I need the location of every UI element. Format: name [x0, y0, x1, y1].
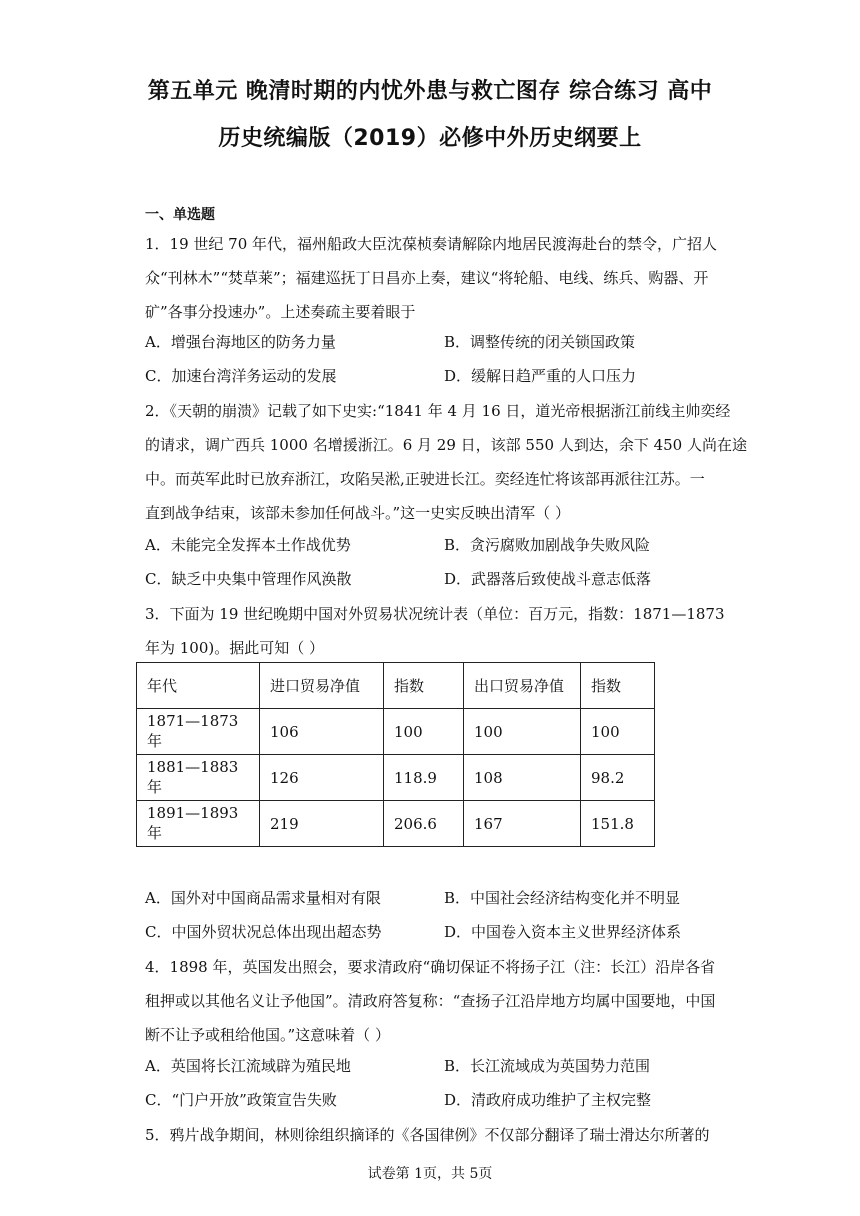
question-1-line-2: 众“刊林木”“焚草莱”；福建巡抚丁日昌亦上奏，建议“将轮船、电线、练兵、购器、开 [145, 269, 709, 287]
table-header-cell: 年代 [137, 663, 260, 709]
question-3-option-c: C．中国外贸状况总体出现出超态势 [145, 923, 382, 941]
question-2-line-2: 的请求，调广西兵 1000 名增援浙江。6 月 29 日，该部 550 人到达，余下 450 人尚在途 [145, 436, 747, 454]
question-2-option-a: A．未能完全发挥本土作战优势 [145, 536, 351, 554]
trade-table [136, 662, 655, 847]
table-cell: 206.6 [384, 801, 464, 847]
table-cell: 151.8 [581, 801, 655, 847]
question-1-option-b: B．调整传统的闭关锁国政策 [444, 333, 636, 351]
question-2-line-3: 中。而英军此时已放弃浙江，攻陷吴淞,正驶进长江。奕经连忙将该部再派往江苏。一 [145, 470, 705, 488]
table-header-cell: 进口贸易净值 [260, 663, 384, 709]
page-footer: 试卷第 1页，共 5页 [367, 1166, 493, 1182]
table-cell: 100 [384, 709, 464, 755]
table-header-cell: 出口贸易净值 [464, 663, 581, 709]
question-4-option-a: A．英国将长江流域辟为殖民地 [145, 1057, 351, 1075]
title-line-1: 第五单元 晚清时期的内忧外患与救亡图存 综合练习 高中 [147, 79, 713, 104]
table-row [137, 801, 655, 847]
title-line-2: 历史统编版（2019）必修中外历史纲要上 [218, 126, 642, 151]
question-2-line-1: 2．《天朝的崩溃》记载了如下史实:“1841 年 4 月 16 日，道光帝根据浙江前线主帅奕经 [145, 402, 731, 420]
question-4-option-c: C．“门户开放”政策宣告失败 [145, 1091, 337, 1109]
table-cell: 1871—1873 年 [137, 709, 260, 755]
question-1 [145, 227, 720, 329]
table-cell: 118.9 [384, 755, 464, 801]
question-5-line-1: 5．鸦片战争期间，林则徐组织摘译的《各国律例》不仅部分翻译了瑞士滑达尔所著的 [145, 1126, 710, 1144]
table-cell: 100 [581, 709, 655, 755]
question-2 [145, 394, 747, 530]
question-4-line-3: 断不让予或租给他国。”这意味着（ ） [145, 1026, 390, 1044]
table-header-row [137, 663, 655, 709]
question-3-option-a: A．国外对中国商品需求量相对有限 [145, 889, 381, 907]
question-3-option-b: B．中国社会经济结构变化并不明显 [444, 889, 681, 907]
question-1-line-1: 1．19 世纪 70 年代，福州船政大臣沈葆桢奏请解除内地居民渡海赴台的禁令，广招人 [145, 235, 718, 253]
question-5 [145, 1118, 720, 1152]
table-row [137, 755, 655, 801]
question-1-option-a: A．增强台海地区的防务力量 [145, 333, 336, 351]
table-cell: 126 [260, 755, 384, 801]
question-3-line-1: 3．下面为 19 世纪晚期中国对外贸易状况统计表（单位：百万元，指数：1871—1873 [145, 605, 725, 623]
table-header-cell: 指数 [581, 663, 655, 709]
question-1-line-3: 矿”各事分投速办”。上述奏疏主要着眼于 [145, 303, 416, 321]
question-2-line-4: 直到战争结束，该部未参加任何战斗。”这一史实反映出清军（ ） [145, 504, 570, 522]
question-1-option-c: C．加速台湾洋务运动的发展 [145, 367, 337, 385]
table-header-cell: 指数 [384, 663, 464, 709]
question-3 [145, 597, 725, 665]
question-3-line-2: 年为 100)。据此可知（ ） [145, 639, 325, 657]
table-cell: 167 [464, 801, 581, 847]
question-4-line-2: 租押或以其他名义让予他国”。清政府答复称：“查扬子江沿岸地方均属中国要地，中国 [145, 992, 716, 1010]
question-2-option-d: D．武器落后致使战斗意志低落 [444, 570, 652, 588]
question-1-option-d: D．缓解日趋严重的人口压力 [444, 367, 637, 385]
table-cell: 100 [464, 709, 581, 755]
table-cell: 106 [260, 709, 384, 755]
question-3-option-d: D．中国卷入资本主义世界经济体系 [444, 923, 682, 941]
question-2-option-c: C．缺乏中央集中管理作风涣散 [145, 570, 352, 588]
question-4-line-1: 4．1898 年，英国发出照会，要求清政府“确切保证不将扬子江（注：长江）沿岸各省 [145, 958, 716, 976]
question-4-option-d: D．清政府成功维护了主权完整 [444, 1091, 652, 1109]
table-cell: 108 [464, 755, 581, 801]
table-cell: 1891—1893 年 [137, 801, 260, 847]
table-cell: 1881—1883 年 [137, 755, 260, 801]
table-row [137, 709, 655, 755]
table-cell: 98.2 [581, 755, 655, 801]
table-cell: 219 [260, 801, 384, 847]
section-heading: 一、单选题 [145, 207, 215, 223]
question-4-option-b: B．长江流域成为英国势力范围 [444, 1057, 651, 1075]
question-4 [145, 950, 720, 1052]
question-2-option-b: B．贪污腐败加剧战争失败风险 [444, 536, 651, 554]
